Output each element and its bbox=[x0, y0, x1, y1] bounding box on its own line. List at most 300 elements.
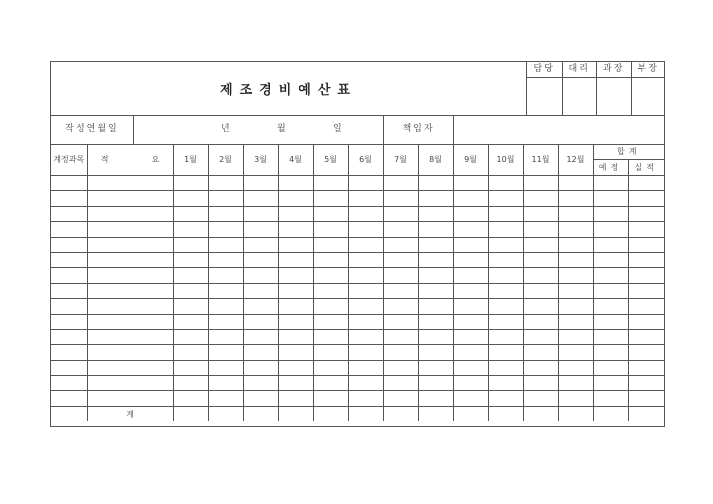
table-cell[interactable] bbox=[628, 360, 664, 375]
table-cell[interactable] bbox=[348, 376, 383, 391]
table-cell[interactable] bbox=[453, 222, 488, 237]
month-header-3: 3월 bbox=[243, 144, 278, 176]
table-cell[interactable] bbox=[558, 406, 593, 421]
table-cell[interactable] bbox=[558, 360, 593, 375]
table-cell[interactable] bbox=[523, 191, 558, 206]
table-cell[interactable] bbox=[558, 329, 593, 344]
table-cell[interactable] bbox=[628, 222, 664, 237]
table-cell[interactable] bbox=[278, 329, 313, 344]
table-cell[interactable] bbox=[313, 345, 348, 360]
table-cell[interactable] bbox=[243, 360, 278, 375]
table-cell[interactable] bbox=[453, 406, 488, 421]
table-cell[interactable] bbox=[628, 268, 664, 283]
table-cell[interactable] bbox=[383, 314, 418, 329]
table-cell[interactable] bbox=[558, 299, 593, 314]
table-cell[interactable] bbox=[208, 237, 243, 252]
table-cell[interactable] bbox=[453, 283, 488, 298]
table-cell[interactable] bbox=[488, 283, 523, 298]
table-cell[interactable] bbox=[593, 206, 628, 221]
approval-header bbox=[527, 62, 665, 78]
table-cell[interactable] bbox=[173, 252, 208, 267]
table-cell[interactable] bbox=[87, 299, 173, 314]
table-cell[interactable] bbox=[51, 299, 87, 314]
table-cell[interactable] bbox=[558, 206, 593, 221]
table-cell[interactable] bbox=[278, 283, 313, 298]
table-row bbox=[51, 252, 664, 267]
table-cell[interactable] bbox=[558, 268, 593, 283]
table-cell[interactable] bbox=[208, 222, 243, 237]
table-row bbox=[51, 222, 664, 237]
table-cell[interactable] bbox=[383, 299, 418, 314]
table-cell[interactable] bbox=[243, 391, 278, 406]
table-cell[interactable] bbox=[208, 329, 243, 344]
table-cell[interactable] bbox=[383, 176, 418, 191]
table-cell[interactable] bbox=[173, 222, 208, 237]
table-cell[interactable] bbox=[87, 314, 173, 329]
table-cell[interactable] bbox=[348, 406, 383, 421]
table-cell[interactable] bbox=[243, 176, 278, 191]
sign-cell-staff[interactable] bbox=[527, 78, 562, 115]
table-cell[interactable] bbox=[418, 406, 453, 421]
table-cell[interactable] bbox=[453, 329, 488, 344]
table-cell[interactable] bbox=[418, 268, 453, 283]
table-cell[interactable] bbox=[243, 252, 278, 267]
table-cell[interactable] bbox=[51, 283, 87, 298]
table-cell[interactable] bbox=[628, 252, 664, 267]
table-row bbox=[51, 376, 664, 391]
table-cell[interactable] bbox=[87, 176, 173, 191]
approval-section-chief: 과장 bbox=[596, 62, 631, 77]
month-header-8: 8월 bbox=[418, 144, 453, 176]
table-cell[interactable] bbox=[173, 176, 208, 191]
month-header-12: 12월 bbox=[558, 144, 593, 176]
table-cell[interactable] bbox=[51, 222, 87, 237]
table-cell[interactable] bbox=[243, 345, 278, 360]
table-cell[interactable] bbox=[593, 314, 628, 329]
table-cell[interactable] bbox=[418, 237, 453, 252]
table-cell[interactable] bbox=[453, 206, 488, 221]
table-cell[interactable] bbox=[488, 268, 523, 283]
table-cell[interactable] bbox=[488, 252, 523, 267]
table-cell[interactable] bbox=[418, 314, 453, 329]
table-cell[interactable] bbox=[348, 222, 383, 237]
table-cell[interactable] bbox=[51, 268, 87, 283]
table-cell[interactable] bbox=[628, 406, 664, 421]
table-cell[interactable] bbox=[593, 237, 628, 252]
table-cell[interactable] bbox=[51, 376, 87, 391]
table-cell[interactable] bbox=[278, 391, 313, 406]
table-cell[interactable] bbox=[278, 252, 313, 267]
table-cell[interactable] bbox=[208, 376, 243, 391]
table-cell[interactable] bbox=[173, 376, 208, 391]
table-cell[interactable] bbox=[453, 237, 488, 252]
table-cell[interactable] bbox=[593, 345, 628, 360]
table-cell[interactable] bbox=[278, 314, 313, 329]
table-cell[interactable] bbox=[453, 252, 488, 267]
table-cell[interactable] bbox=[523, 391, 558, 406]
table-cell[interactable] bbox=[523, 268, 558, 283]
table-cell[interactable] bbox=[173, 391, 208, 406]
table-cell[interactable] bbox=[87, 252, 173, 267]
budget-grid bbox=[51, 144, 664, 426]
table-cell[interactable] bbox=[51, 314, 87, 329]
table-cell[interactable] bbox=[313, 360, 348, 375]
table-cell[interactable] bbox=[523, 176, 558, 191]
table-cell[interactable] bbox=[208, 391, 243, 406]
table-cell[interactable] bbox=[173, 237, 208, 252]
table-cell[interactable] bbox=[243, 237, 278, 252]
table-cell[interactable] bbox=[593, 176, 628, 191]
table-cell[interactable] bbox=[173, 299, 208, 314]
table-cell[interactable] bbox=[313, 222, 348, 237]
day-label: 일 bbox=[333, 124, 342, 134]
table-cell[interactable] bbox=[51, 237, 87, 252]
table-cell[interactable] bbox=[208, 268, 243, 283]
table-cell[interactable] bbox=[243, 191, 278, 206]
sign-cell-section-chief[interactable] bbox=[596, 78, 631, 115]
table-cell[interactable] bbox=[51, 206, 87, 221]
table-cell[interactable] bbox=[243, 299, 278, 314]
table-cell[interactable] bbox=[418, 252, 453, 267]
table-cell[interactable] bbox=[313, 268, 348, 283]
table-cell[interactable] bbox=[523, 329, 558, 344]
table-cell[interactable] bbox=[628, 345, 664, 360]
table-cell[interactable] bbox=[87, 237, 173, 252]
table-cell[interactable] bbox=[593, 391, 628, 406]
table-row bbox=[51, 237, 664, 252]
table-cell[interactable] bbox=[418, 206, 453, 221]
table-cell[interactable] bbox=[453, 176, 488, 191]
table-cell[interactable] bbox=[523, 206, 558, 221]
table-cell[interactable] bbox=[383, 391, 418, 406]
table-cell[interactable] bbox=[243, 314, 278, 329]
table-cell[interactable] bbox=[51, 176, 87, 191]
table-cell[interactable] bbox=[313, 206, 348, 221]
table-cell[interactable] bbox=[87, 268, 173, 283]
month-header-6: 6월 bbox=[348, 144, 383, 176]
table-cell[interactable] bbox=[523, 406, 558, 421]
table-cell[interactable] bbox=[523, 314, 558, 329]
sign-cell-department-head[interactable] bbox=[631, 78, 666, 115]
table-cell[interactable] bbox=[51, 391, 87, 406]
table-cell[interactable] bbox=[488, 360, 523, 375]
table-cell[interactable] bbox=[87, 329, 173, 344]
table-cell[interactable] bbox=[628, 299, 664, 314]
table-cell[interactable] bbox=[488, 299, 523, 314]
table-cell[interactable] bbox=[593, 222, 628, 237]
table-cell[interactable] bbox=[593, 191, 628, 206]
table-cell[interactable] bbox=[278, 222, 313, 237]
month-header-10: 10월 bbox=[488, 144, 523, 176]
table-cell[interactable] bbox=[51, 252, 87, 267]
responsible-field[interactable] bbox=[454, 115, 664, 144]
table-cell[interactable] bbox=[278, 345, 313, 360]
title-row bbox=[51, 62, 664, 116]
table-cell[interactable] bbox=[313, 299, 348, 314]
table-cell[interactable] bbox=[488, 376, 523, 391]
table-cell[interactable] bbox=[383, 191, 418, 206]
table-cell[interactable] bbox=[418, 329, 453, 344]
table-cell[interactable] bbox=[243, 376, 278, 391]
table-cell[interactable] bbox=[348, 329, 383, 344]
summary-header bbox=[87, 144, 173, 176]
table-cell[interactable] bbox=[593, 283, 628, 298]
table-cell[interactable] bbox=[383, 252, 418, 267]
table-cell[interactable] bbox=[453, 345, 488, 360]
table-row bbox=[51, 314, 664, 329]
table-cell[interactable] bbox=[278, 206, 313, 221]
table-cell[interactable] bbox=[593, 360, 628, 375]
table-cell[interactable] bbox=[558, 314, 593, 329]
table-cell[interactable] bbox=[628, 176, 664, 191]
table-cell[interactable] bbox=[488, 345, 523, 360]
table-cell[interactable] bbox=[87, 191, 173, 206]
table-cell[interactable] bbox=[51, 345, 87, 360]
table-cell[interactable] bbox=[348, 299, 383, 314]
table-row bbox=[51, 360, 664, 375]
budget-header: 예정 bbox=[593, 160, 628, 176]
table-cell[interactable] bbox=[278, 191, 313, 206]
table-cell[interactable] bbox=[278, 376, 313, 391]
table-cell[interactable] bbox=[628, 237, 664, 252]
table-cell[interactable] bbox=[383, 268, 418, 283]
table-cell[interactable] bbox=[488, 314, 523, 329]
created-date-field[interactable] bbox=[134, 115, 384, 144]
table-cell[interactable] bbox=[313, 191, 348, 206]
table-cell[interactable] bbox=[87, 391, 173, 406]
table-cell[interactable] bbox=[453, 376, 488, 391]
approval-staff: 담당 bbox=[533, 64, 555, 74]
table-cell[interactable] bbox=[488, 391, 523, 406]
table-cell[interactable] bbox=[87, 206, 173, 221]
sign-cell-assistant-manager[interactable] bbox=[562, 78, 597, 115]
table-cell[interactable] bbox=[243, 329, 278, 344]
table-cell[interactable] bbox=[383, 222, 418, 237]
table-cell[interactable] bbox=[558, 252, 593, 267]
table-cell[interactable] bbox=[593, 406, 628, 421]
table-cell[interactable] bbox=[87, 345, 173, 360]
table-cell[interactable] bbox=[243, 222, 278, 237]
month-label: 월 bbox=[277, 124, 286, 134]
table-cell[interactable] bbox=[348, 314, 383, 329]
table-cell[interactable] bbox=[453, 391, 488, 406]
account-header: 계정과목 bbox=[51, 144, 87, 176]
table-cell[interactable] bbox=[488, 222, 523, 237]
table-cell[interactable] bbox=[313, 329, 348, 344]
table-cell[interactable] bbox=[278, 299, 313, 314]
table-cell[interactable] bbox=[173, 191, 208, 206]
table-cell[interactable] bbox=[453, 299, 488, 314]
table-cell[interactable] bbox=[383, 345, 418, 360]
table-cell[interactable] bbox=[313, 314, 348, 329]
table-cell[interactable] bbox=[348, 176, 383, 191]
table-cell[interactable] bbox=[278, 176, 313, 191]
responsible-label: 책임자 bbox=[384, 115, 454, 144]
table-cell[interactable] bbox=[313, 237, 348, 252]
table-cell[interactable] bbox=[558, 176, 593, 191]
table-cell[interactable] bbox=[453, 314, 488, 329]
table-cell[interactable] bbox=[488, 237, 523, 252]
table-cell[interactable] bbox=[348, 252, 383, 267]
table-cell[interactable] bbox=[348, 237, 383, 252]
table-cell[interactable] bbox=[173, 329, 208, 344]
table-cell[interactable] bbox=[87, 360, 173, 375]
table-cell[interactable] bbox=[383, 406, 418, 421]
table-cell[interactable] bbox=[628, 191, 664, 206]
table-cell[interactable] bbox=[313, 283, 348, 298]
table-row bbox=[51, 391, 664, 406]
table-cell[interactable] bbox=[348, 268, 383, 283]
table-cell[interactable] bbox=[208, 206, 243, 221]
approval-sign-cells bbox=[527, 78, 665, 115]
table-cell[interactable] bbox=[208, 252, 243, 267]
table-cell[interactable] bbox=[243, 206, 278, 221]
table-cell[interactable] bbox=[313, 252, 348, 267]
table-cell[interactable] bbox=[313, 176, 348, 191]
table-cell[interactable] bbox=[87, 222, 173, 237]
table-cell[interactable] bbox=[313, 406, 348, 421]
form-title: 제조경비예산표 bbox=[220, 83, 357, 98]
header-row-top bbox=[51, 144, 664, 160]
table-cell[interactable] bbox=[87, 283, 173, 298]
table-cell[interactable] bbox=[523, 376, 558, 391]
table-cell[interactable] bbox=[173, 283, 208, 298]
table-cell[interactable] bbox=[208, 314, 243, 329]
table-cell[interactable] bbox=[51, 329, 87, 344]
table-cell[interactable] bbox=[383, 206, 418, 221]
table-cell[interactable] bbox=[523, 222, 558, 237]
table-cell[interactable] bbox=[173, 314, 208, 329]
table-cell[interactable] bbox=[278, 268, 313, 283]
table-cell[interactable] bbox=[87, 376, 173, 391]
table-cell[interactable] bbox=[523, 237, 558, 252]
table-cell[interactable] bbox=[383, 360, 418, 375]
table-cell[interactable] bbox=[558, 222, 593, 237]
table-cell[interactable] bbox=[488, 206, 523, 221]
table-cell[interactable] bbox=[593, 376, 628, 391]
table-cell[interactable] bbox=[348, 345, 383, 360]
table-cell[interactable] bbox=[523, 345, 558, 360]
table-cell[interactable] bbox=[208, 191, 243, 206]
table-cell[interactable] bbox=[628, 206, 664, 221]
month-header-2: 2월 bbox=[208, 144, 243, 176]
table-cell[interactable] bbox=[418, 376, 453, 391]
table-cell[interactable] bbox=[173, 206, 208, 221]
table-cell[interactable] bbox=[173, 360, 208, 375]
table-cell[interactable] bbox=[488, 329, 523, 344]
month-header-9: 9월 bbox=[453, 144, 488, 176]
table-cell[interactable] bbox=[243, 283, 278, 298]
table-cell[interactable] bbox=[51, 406, 87, 421]
budget-form bbox=[50, 61, 665, 427]
table-cell[interactable] bbox=[593, 268, 628, 283]
table-cell[interactable] bbox=[383, 237, 418, 252]
table-cell[interactable] bbox=[593, 299, 628, 314]
table-cell[interactable] bbox=[243, 406, 278, 421]
actual-header: 실적 bbox=[628, 160, 664, 176]
table-cell[interactable] bbox=[278, 237, 313, 252]
approval-box bbox=[526, 62, 665, 115]
table-cell[interactable] bbox=[418, 176, 453, 191]
table-cell[interactable] bbox=[348, 391, 383, 406]
table-cell[interactable] bbox=[383, 329, 418, 344]
table-cell[interactable] bbox=[488, 176, 523, 191]
table-cell[interactable] bbox=[628, 329, 664, 344]
table-cell[interactable] bbox=[523, 360, 558, 375]
table-cell[interactable] bbox=[453, 360, 488, 375]
table-cell[interactable] bbox=[278, 406, 313, 421]
table-cell[interactable] bbox=[348, 283, 383, 298]
table-cell[interactable] bbox=[628, 376, 664, 391]
table-cell[interactable] bbox=[453, 268, 488, 283]
table-cell[interactable] bbox=[208, 299, 243, 314]
table-cell[interactable] bbox=[243, 268, 278, 283]
approval-department-head: 부장 bbox=[631, 62, 666, 77]
table-cell[interactable] bbox=[488, 191, 523, 206]
table-cell[interactable] bbox=[523, 299, 558, 314]
table-cell[interactable] bbox=[173, 268, 208, 283]
table-cell[interactable] bbox=[418, 299, 453, 314]
table-cell[interactable] bbox=[313, 391, 348, 406]
table-cell[interactable] bbox=[208, 345, 243, 360]
month-header-11: 11월 bbox=[523, 144, 558, 176]
created-date-label: 작성연월일 bbox=[51, 115, 134, 144]
table-cell[interactable] bbox=[418, 391, 453, 406]
table-cell[interactable] bbox=[383, 376, 418, 391]
table-cell[interactable] bbox=[313, 376, 348, 391]
table-cell[interactable] bbox=[628, 391, 664, 406]
table-cell[interactable] bbox=[453, 191, 488, 206]
table-cell[interactable] bbox=[348, 206, 383, 221]
table-cell[interactable] bbox=[593, 329, 628, 344]
table-cell[interactable] bbox=[558, 191, 593, 206]
table-cell[interactable] bbox=[523, 283, 558, 298]
table-cell[interactable] bbox=[51, 191, 87, 206]
table-cell[interactable] bbox=[348, 191, 383, 206]
table-cell[interactable] bbox=[558, 345, 593, 360]
table-cell[interactable] bbox=[51, 360, 87, 375]
table-cell[interactable] bbox=[173, 406, 208, 421]
table-cell[interactable] bbox=[208, 176, 243, 191]
table-cell[interactable] bbox=[628, 283, 664, 298]
table-cell[interactable] bbox=[558, 283, 593, 298]
table-cell[interactable] bbox=[628, 314, 664, 329]
table-cell[interactable] bbox=[558, 237, 593, 252]
year-label: 년 bbox=[221, 124, 230, 134]
table-cell[interactable] bbox=[173, 345, 208, 360]
table-cell[interactable] bbox=[278, 360, 313, 375]
table-cell[interactable] bbox=[208, 360, 243, 375]
table-cell[interactable] bbox=[418, 283, 453, 298]
table-cell[interactable] bbox=[523, 252, 558, 267]
table-cell[interactable] bbox=[348, 360, 383, 375]
table-cell[interactable] bbox=[418, 360, 453, 375]
table-cell[interactable] bbox=[418, 222, 453, 237]
table-cell[interactable] bbox=[383, 283, 418, 298]
table-row bbox=[51, 329, 664, 344]
table-cell[interactable] bbox=[593, 252, 628, 267]
table-cell[interactable] bbox=[558, 391, 593, 406]
table-cell[interactable] bbox=[488, 406, 523, 421]
table-row bbox=[51, 191, 664, 206]
table-cell[interactable] bbox=[558, 376, 593, 391]
table-cell[interactable] bbox=[418, 345, 453, 360]
table-cell[interactable] bbox=[208, 283, 243, 298]
table-row bbox=[51, 268, 664, 283]
table-cell[interactable] bbox=[418, 191, 453, 206]
total-header: 합계 bbox=[593, 144, 664, 160]
table-cell[interactable] bbox=[208, 406, 243, 421]
